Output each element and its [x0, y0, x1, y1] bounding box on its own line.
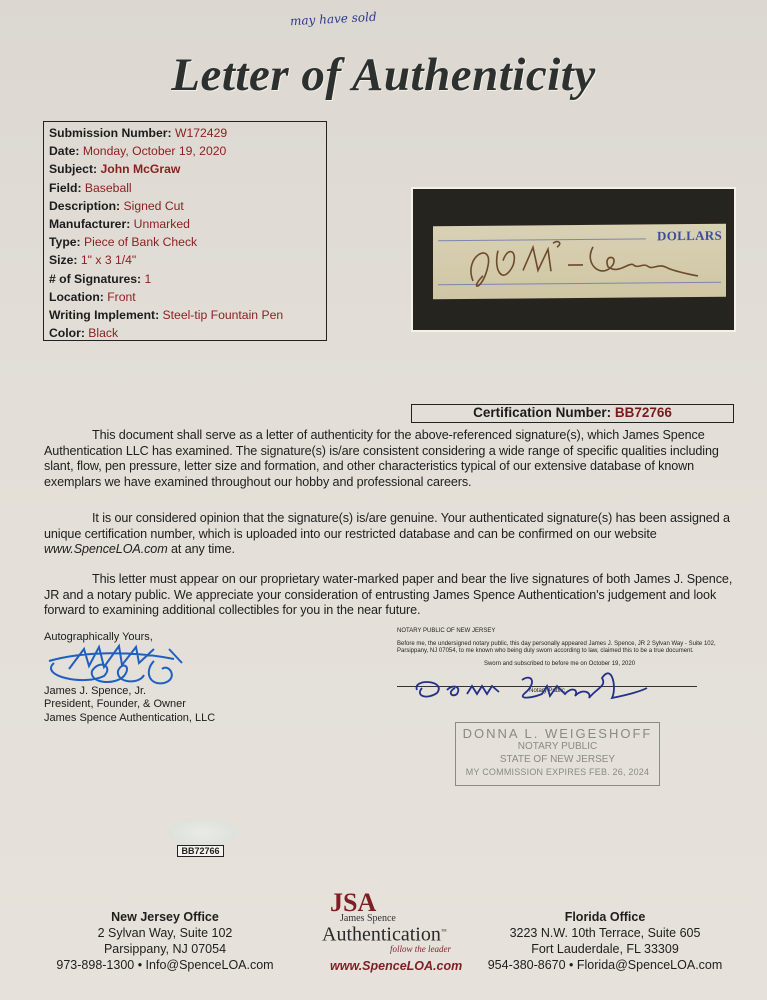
office-address-2: Parsippany, NJ 07054	[103, 942, 227, 956]
certification-number-box	[411, 404, 734, 423]
notary-stamp	[455, 722, 660, 786]
office-contact: 954-380-8670 • Florida@SpenceLOA.com	[487, 958, 723, 972]
notary-signature-icon	[407, 668, 667, 708]
detail-description: Description: Signed Cut	[49, 198, 184, 213]
stamp-notary-name: DONNA L. WEIGESHOFF	[462, 726, 653, 741]
detail-color: Color: Black	[49, 326, 119, 341]
jsa-website-link[interactable]: www.SpenceLOA.com	[330, 958, 463, 973]
detail-subject: Subject: John McGraw	[49, 162, 181, 177]
notary-sworn-line: Sworn and subscribed to before me on October 19, 2020	[483, 660, 636, 667]
notary-block	[397, 628, 722, 696]
detail-manufacturer: Manufacturer: Unmarked	[49, 217, 190, 232]
detail-submission-number: Submission Number: W172429	[49, 126, 228, 140]
authenticator-signature-block	[44, 631, 215, 725]
signed-check-cut	[433, 224, 726, 300]
detail-writing-implement: Writing Implement: Steel-tip Fountain Pen	[49, 308, 284, 323]
submission-details-box	[43, 121, 327, 341]
detail-field: Field: Baseball	[49, 180, 132, 195]
office-address-2: Fort Lauderdale, FL 33309	[531, 942, 679, 956]
new-jersey-office	[50, 909, 280, 973]
detail-signature-count: # of Signatures: 1	[49, 271, 152, 286]
detail-date: Date: Monday, October 19, 2020	[49, 144, 227, 159]
jsa-logo	[318, 888, 463, 973]
hologram-number: BB72766	[177, 845, 224, 857]
office-address-1: 3223 N.W. 10th Terrace, Suite 605	[509, 926, 701, 940]
office-heading: New Jersey Office	[111, 910, 219, 924]
office-contact: 973-898-1300 • Info@SpenceLOA.com	[56, 958, 274, 972]
notary-heading: NOTARY PUBLIC OF NEW JERSEY	[397, 628, 496, 634]
stamp-line-2: NOTARY PUBLIC	[517, 741, 598, 752]
jsa-logo-line2: Authentication™	[322, 923, 447, 946]
stamp-commission-expiry: MY COMMISSION EXPIRES FEB. 26, 2024	[465, 767, 650, 777]
notary-statement: Before me, the undersigned notary public, this day personally appeared James J. Spence, JR 2 Sylvan Way - Suite 102, Parsippany, NJ 07054, to me known who being duly sworn according to law, claimed this to be a true document.	[397, 640, 716, 654]
signer-title: President, Founder, & Owner	[44, 698, 186, 710]
certification-number: BB72766	[614, 405, 672, 420]
spence-signature-icon	[44, 641, 194, 691]
jsa-tagline: follow the leader	[390, 943, 451, 954]
body-paragraph-3: This letter must appear on our proprietary water-marked paper and bear the live signatures of both James J. Spence, JR and a notary public. We appreciate your consideration of entrusting James Spence Authentication's judgement and look forward to examining additional collectibles for you in the near future.	[44, 572, 733, 618]
handwritten-note: may have sold	[289, 9, 377, 29]
check-dollars-text: DOLLARS	[657, 227, 722, 244]
document-title: Letter of Authenticity	[171, 49, 596, 101]
notary-signature-line: Notary Public	[397, 686, 697, 696]
jsa-hologram-sticker	[168, 818, 238, 848]
website-link[interactable]: www.SpenceLOA.com	[44, 542, 168, 557]
item-photo	[411, 187, 736, 332]
signer-company: James Spence Authentication, LLC	[44, 711, 216, 724]
detail-size: Size: 1" x 3 1/4"	[49, 253, 137, 268]
florida-office	[480, 909, 730, 973]
detail-type: Type: Piece of Bank Check	[49, 235, 198, 250]
closing-text: Autographically Yours,	[44, 631, 153, 643]
body-paragraph-2: It is our considered opinion that the signature(s) is/are genuine. Your authenticated signature(s) has been assigned a unique certification number, which is uploaded into our restricted database and can be confirmed on our website www.SpenceLOA.com at any time.	[44, 511, 730, 557]
body-paragraph-1: This document shall serve as a letter of authenticity for the above-referenced signature(s), which James Spence Authentication LLC has examined. The signature(s) is/are consistent considering a wide range of specific qualities including slant, flow, pen pressure, letter size and formation, and other characteristics typical of our extensive database of known exemplars we have examined throughout our hobby and professional careers.	[44, 428, 719, 489]
signer-name: James J. Spence, Jr.	[44, 684, 147, 697]
detail-location: Location: Front	[49, 289, 136, 304]
mcgraw-signature-icon	[453, 234, 703, 296]
jsa-logo-mark: JSA	[330, 888, 377, 917]
office-heading: Florida Office	[564, 910, 646, 924]
certification-label: Certification Number:	[473, 405, 612, 420]
stamp-line-3: STATE OF NEW JERSEY	[499, 753, 616, 765]
office-address-1: 2 Sylvan Way, Suite 102	[97, 926, 233, 940]
jsa-logo-line1: James Spence	[340, 913, 396, 924]
